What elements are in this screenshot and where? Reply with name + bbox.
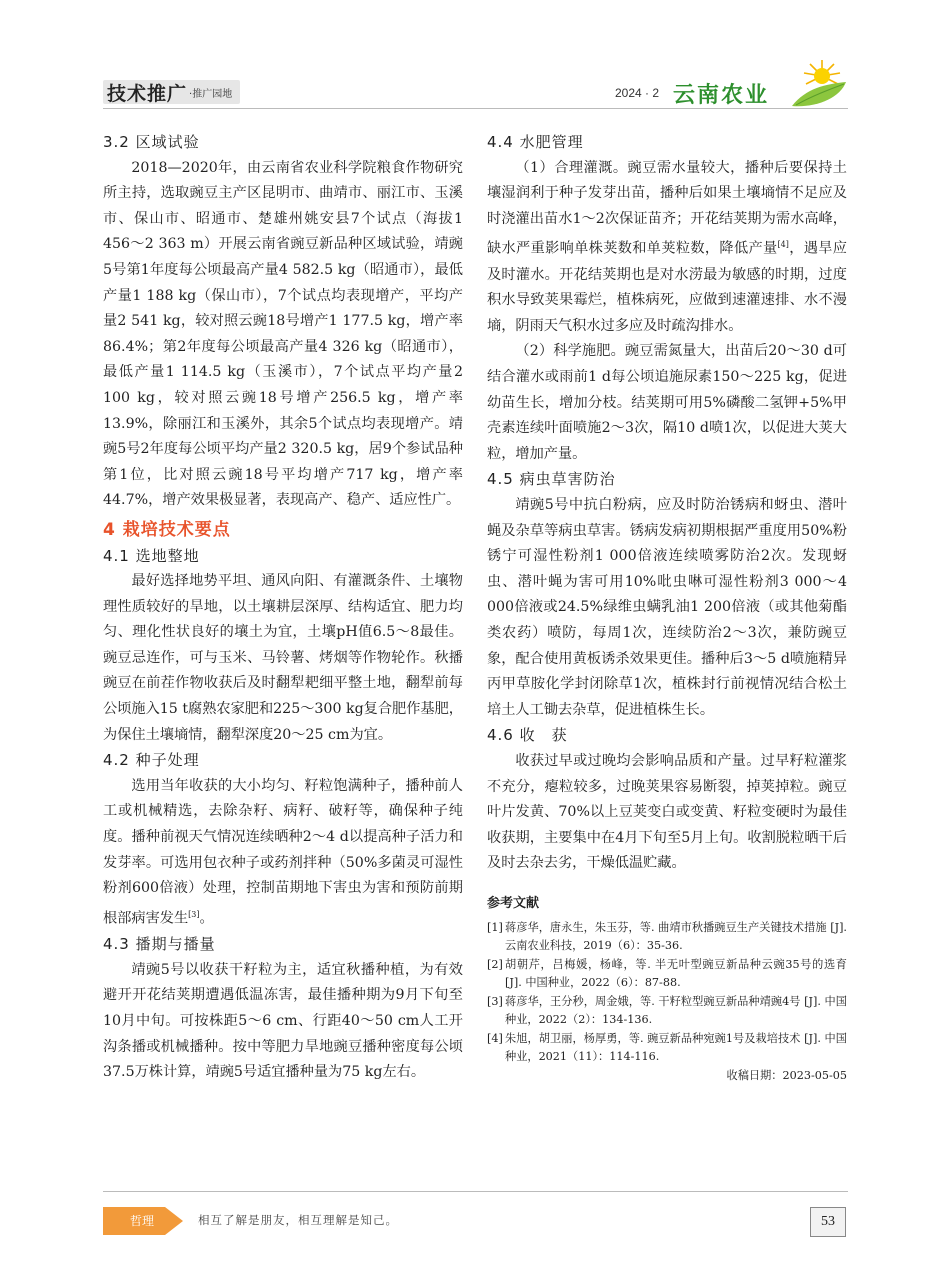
- references-heading: 参考文献: [487, 895, 540, 911]
- reference-item: [487, 993, 847, 1030]
- issue-number: 2024 · 2: [615, 86, 660, 100]
- section-4-4-text-b: ，遇旱应及时灌水。开花结荚期也是对水涝最为敏感的时期，过度积水导致荚果霉烂，植株病死，应做到速灌速排、水不漫墒，阴雨天气积水过多应及时疏沟排水。: [487, 241, 847, 334]
- section-4-2-text: 选用当年收获的大小均匀、籽粒饱满种子，播种前人工或机械精选，去除杂籽、病籽、破籽等，确保种子纯度。播种前视天气情况连续晒种2～4 d以提高种子活力和发芽率。可选用包衣种子或药剂拌种（50%多菌灵可湿性粉剂600倍液）处理，控制苗期地下害虫为害和预防前期根部病害发生: [103, 777, 463, 927]
- section-3-2-heading: 3.2 区域试验: [103, 133, 200, 151]
- citation-3: [3]: [188, 909, 200, 919]
- section-title: 技术推广: [107, 82, 188, 105]
- section-4-heading: 4 栽培技术要点: [103, 519, 231, 540]
- section-3-2-paragraph: 2018—2020年，由云南省农业科学院粮食作物研究所主持，选取豌豆主产区昆明市、曲靖市、丽江市、玉溪市、保山市、昭通市、楚雄州姚安县7个试点（海拔1 456～2 363 m）开展云南省豌豆新品种区域试验，靖豌5号第1年度每公顷最高产量4 582.5 kg（昭通市），最低产量1 188 kg（保山市），7个试点均表现增产，平均产量2 541 kg，较对照云豌18号增产1 177.5 kg，增产率86.4%；第2年度每公顷最高产量4 326 kg（昭通市），最低产量1 114.5 kg（玉溪市），7个试点平均产量2 100 kg，较对照云豌18号增产256.5 kg，增产率13.9%，除丽江和玉溪外，其余5个试点均表现增产。靖豌5号2年度每公顷平均产量2 320.5 kg，居9个参试品种第1位，比对照云豌18号平均增产717 kg，增产率44.7%，增产效果极显著，表现高产、稳产、适应性广。: [103, 159, 463, 509]
- page-number: 53: [810, 1207, 846, 1237]
- section-4-5-paragraph: 靖豌5号中抗白粉病，应及时防治锈病和蚜虫、潜叶蝇及杂草等病虫草害。锈病发病初期根据严重度用50%粉锈宁可湿性粉剂1 000倍液连续喷雾防治2次。发现蚜虫、潜叶蝇为害可用10%吡虫啉可湿性粉剂3 000～4 000倍液或24.5%绿维虫螨乳油1 200倍液（或其他菊酯类农药）喷防，每周1次，连续防治2～3次，兼防豌豆象，配合使用黄板诱杀效果更佳。播种后3～5 d喷施精异丙甲草胺化学封闭除草1次，植株封行前视情况结合松土培土人工锄去杂草，促进植株生长。: [487, 497, 847, 718]
- reference-item: [487, 919, 847, 956]
- section-4-1-paragraph: 最好选择地势平坦、通风向阳、有灌溉条件、土壤物理性质较好的旱地，以土壤耕层深厚、结构适宜、肥力均匀、理化性状良好的壤土为宜，土壤pH值6.5～8最佳。豌豆忌连作，可与玉米、马铃薯、烤烟等作物轮作。秋播豌豆在前茬作物收获后及时翻犁耙细平整土地，翻犁前每公顷施入15 t腐熟农家肥和225～300 kg复合肥作基肥，为保住土壤墒情，翻犁深度20～25 cm为宜。: [103, 573, 463, 743]
- section-4-4-paragraph-2: （2）科学施肥。豌豆需氮量大，出苗后20～30 d可结合灌水或雨前1 d每公顷追施尿素150～225 kg，促进幼苗生长，增加分枝。结荚期可用5%磷酸二氢钾+5%甲壳素连续叶面喷施2～3次，隔10 d喷1次，以促进大荚大粒，增加产量。: [487, 343, 847, 462]
- section-4-3-paragraph: 靖豌5号以收获干籽粒为主，适宜秋播种植，为有效避开开花结荚期遭遇低温冻害，最佳播种期为9月下旬至10月中旬。可按株距5～6 cm、行距40～50 cm人工开沟条播或机械播种。按中等肥力旱地豌豆播种密度每公顷37.5万株计算，靖豌5号适宜播种量为75 kg左右。: [103, 961, 463, 1081]
- section-4-6-paragraph: 收获过早或过晚均会影响品质和产量。过早籽粒灌浆不充分，瘪粒较多，过晚荚果容易断裂，掉荚掉粒。豌豆叶片发黄、70%以上豆荚变白或变黄、籽粒变硬时为最佳收获期，主要集中在4月下旬至5月上旬。收割脱粒晒干后及时去杂去劣，干燥低温贮藏。: [487, 752, 847, 872]
- reference-item: [487, 956, 847, 993]
- left-column: [103, 130, 463, 1086]
- section-4-2-heading: 4.2 种子处理: [103, 751, 200, 770]
- subsection-title: ·推广园地: [189, 88, 233, 100]
- citation-4: [4]: [777, 240, 789, 250]
- reference-text: 胡朝芹，吕梅媛，杨峰，等. 半无叶型豌豆新品种云豌35号的选育 [J]. 中国种业，2022（6）：87-88.: [505, 957, 847, 990]
- section-4-5-heading: 4.5 病虫草害防治: [487, 470, 616, 489]
- page-header: [103, 78, 848, 108]
- section-4-2-paragraph: [103, 774, 463, 932]
- reference-number: [4]: [487, 1031, 503, 1045]
- reference-number: [2]: [487, 957, 503, 971]
- footer-quote: 相互了解是朋友，相互理解是知己。: [198, 1213, 398, 1227]
- section-4-4-heading: 4.4 水肥管理: [487, 133, 584, 151]
- section-tag: [103, 80, 240, 104]
- section-4-3-heading: 4.3 播期与播量: [103, 935, 216, 954]
- header-divider: [103, 108, 848, 109]
- section-4-4-text-a: （1）合理灌溉。豌豆需水量较大，播种后要保持土壤湿润利于种子发芽出苗，播种后如果土壤墒情不足应及时浇灌出苗水1～2次保证苗齐；开花结荚期为需水高峰，缺水严重影响单株荚数和单荚粒数，降低产量: [487, 159, 847, 258]
- reference-number: [1]: [487, 920, 503, 934]
- reference-text: 朱旭，胡卫丽，杨厚勇，等. 豌豆新品种宛豌1号及栽培技术 [J]. 中国种业，2021（11）：114-116.: [505, 1031, 847, 1064]
- sun-leaf-logo-icon: [786, 58, 848, 108]
- section-4-6-heading: 4.6 收 获: [487, 726, 568, 745]
- received-date: 收稿日期：2023-05-05: [726, 1068, 847, 1082]
- reference-item: [487, 1030, 847, 1067]
- section-4-4-paragraph-1: [487, 156, 847, 340]
- references-list: [487, 919, 847, 1085]
- reference-number: [3]: [487, 994, 503, 1008]
- reference-text: 蒋彦华，王分秒，周金娥，等. 干籽粒型豌豆新品种靖豌4号 [J]. 中国种业，2022（2）：134-136.: [505, 994, 847, 1027]
- section-4-2-end: 。: [199, 910, 214, 927]
- right-column: [487, 130, 847, 1085]
- footer-label: 哲理: [130, 1214, 155, 1228]
- section-4-1-heading: 4.1 选地整地: [103, 546, 200, 565]
- reference-text: 蒋彦华，唐永生，朱玉芬，等. 曲靖市秋播豌豆生产关键技术措施 [J]. 云南农业科技，2019（6）：35-36.: [505, 920, 847, 953]
- footer-divider: [103, 1191, 848, 1192]
- magazine-title: 云南农业: [673, 82, 770, 108]
